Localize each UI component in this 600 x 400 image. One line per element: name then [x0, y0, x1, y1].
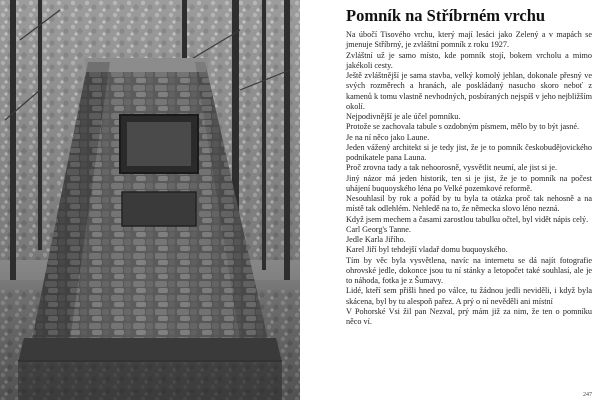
paragraph: Nesouhlasil by rok a pořád by tu byla ta otázka proč tak nehosně a na místě tak odlehlém. Nehledě na to, že německa slovo léno nezná.	[346, 194, 592, 214]
body-text	[346, 30, 592, 327]
paragraph: Zvláštní už je samo místo, kde pomník stojí, bokem vrcholu a mimo jakékoli cesty.	[346, 50, 592, 70]
paragraph: Proč zrovna tady a tak nehoorosně, vysvětlit neumí, ale jist si je.	[346, 163, 558, 173]
paragraph: Na úbočí Tisového vrchu, který mají lesáci jako Zelený a v mapách se jmenuje Stříbrný, je zvláštní pomník z roku 1927.	[346, 30, 592, 50]
paragraph: Jiný názor má jeden historik, ten si je jist, že je to pomník na počest uhájení buquoyského léna po Velké pozemkové reformě.	[346, 173, 592, 193]
text-page	[300, 0, 600, 400]
paragraph: Je na ní něco jako Laune.	[346, 132, 430, 142]
paragraph: Ještě zvláštnější je sama stavba, velký komolý jehlan, dokonale přesný ve svých rozměrech a hranách, ale poskládaný nasucho skoro neboť z kamenů k tomu vlastně nevhodných, posbíraných nejspíš v jeho nejbližším okolí.	[346, 71, 592, 111]
paragraph: Nejpodivnější je ale účel pomníku.	[346, 112, 461, 121]
paragraph: V Pohorské Vsi žil pan Nezval, prý mám již za nim, že ten o pomníku něco ví.	[346, 306, 592, 326]
paragraph: Jedle Karla Jiřího.	[346, 235, 406, 244]
paragraph: Carl Georg's Tanne.	[346, 224, 411, 234]
paragraph: Protože se zachovala tabule s ozdobným písmem, mělo by to být jasné.	[346, 122, 580, 132]
paragraph: Když jsem mechem a časami zarostlou tabulku očtel, byl vidět nápis celý.	[346, 214, 589, 224]
paragraph: Jeden vážený architekt si je tedy jist, že je to pomník českobudějovického podnikatele pana Launa.	[346, 142, 592, 162]
page-number: 247	[583, 392, 592, 398]
paragraph: Karel Jiří byl tehdejší vladař domu buquoyského.	[346, 245, 508, 255]
page-title: Pomník na Stříbrném vrchu	[346, 6, 546, 25]
paragraph: Lidé, kteří sem přišli hned po válce, tu žádnou jedli neviděli, i když byla skácena, byl by tu alespoň pařez. A prý o ní nevěděli ani místní	[346, 286, 592, 306]
paragraph: Tím by věc byla vysvětlena, navíc na internetu se dá najít fotografie ohrovské jedle, dokonce jsou tu ní stánky a letopočet také souhlasí, ale je to náhoda, fotka je z Šumavy.	[346, 255, 592, 285]
